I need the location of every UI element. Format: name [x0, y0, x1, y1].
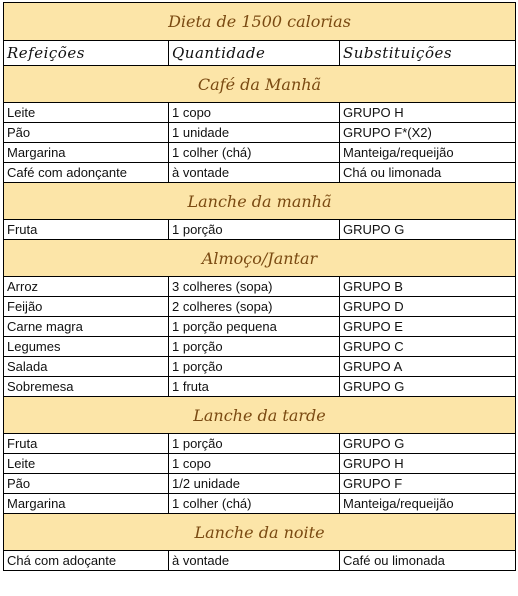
quantity-cell: 3 colheres (sopa): [169, 277, 340, 297]
meal-cell: Arroz: [4, 277, 169, 297]
quantity-cell: 1 colher (chá): [169, 143, 340, 163]
table-row: [4, 357, 516, 377]
meal-cell: Margarina: [4, 143, 169, 163]
meal-cell: Fruta: [4, 220, 169, 240]
section-row: [4, 240, 516, 277]
quantity-cell: 1 porção: [169, 357, 340, 377]
section-title: Lanche da noite: [4, 514, 516, 551]
section-row: [4, 397, 516, 434]
substitution-cell: GRUPO G: [340, 377, 516, 397]
meal-cell: Café com adonçante: [4, 163, 169, 183]
substitution-cell: GRUPO D: [340, 297, 516, 317]
header-substituicoes: Substituições: [340, 41, 516, 66]
meal-cell: Pão: [4, 123, 169, 143]
meal-cell: Salada: [4, 357, 169, 377]
table-row: [4, 143, 516, 163]
table-row: [4, 454, 516, 474]
section-row: [4, 514, 516, 551]
meal-cell: Fruta: [4, 434, 169, 454]
table-row: [4, 317, 516, 337]
table-row: [4, 474, 516, 494]
table-row: [4, 377, 516, 397]
quantity-cell: 1 unidade: [169, 123, 340, 143]
table-row: [4, 434, 516, 454]
table-row: [4, 123, 516, 143]
meal-cell: Legumes: [4, 337, 169, 357]
title-row: [4, 3, 516, 41]
table-row: [4, 277, 516, 297]
diet-table-body: [4, 3, 516, 571]
meal-cell: Feijão: [4, 297, 169, 317]
table-row: [4, 337, 516, 357]
quantity-cell: 1 porção: [169, 337, 340, 357]
table-row: [4, 163, 516, 183]
quantity-cell: 1 copo: [169, 454, 340, 474]
header-quantidade: Quantidade: [169, 41, 340, 66]
quantity-cell: 1 colher (chá): [169, 494, 340, 514]
substitution-cell: GRUPO C: [340, 337, 516, 357]
meal-cell: Leite: [4, 103, 169, 123]
substitution-cell: GRUPO G: [340, 434, 516, 454]
quantity-cell: 1 porção: [169, 434, 340, 454]
substitution-cell: GRUPO B: [340, 277, 516, 297]
substitution-cell: GRUPO A: [340, 357, 516, 377]
substitution-cell: Chá ou limonada: [340, 163, 516, 183]
quantity-cell: à vontade: [169, 163, 340, 183]
section-title: Lanche da manhã: [4, 183, 516, 220]
quantity-cell: 1 fruta: [169, 377, 340, 397]
substitution-cell: GRUPO F: [340, 474, 516, 494]
table-row: [4, 494, 516, 514]
table-row: [4, 551, 516, 571]
substitution-cell: GRUPO G: [340, 220, 516, 240]
section-title: Lanche da tarde: [4, 397, 516, 434]
table-title: Dieta de 1500 calorias: [4, 3, 516, 41]
meal-cell: Leite: [4, 454, 169, 474]
quantity-cell: 1 porção: [169, 220, 340, 240]
section-title: Café da Manhã: [4, 66, 516, 103]
diet-table: [3, 2, 516, 571]
quantity-cell: 1/2 unidade: [169, 474, 340, 494]
substitution-cell: GRUPO H: [340, 454, 516, 474]
table-row: [4, 220, 516, 240]
meal-cell: Sobremesa: [4, 377, 169, 397]
section-row: [4, 183, 516, 220]
substitution-cell: Café ou limonada: [340, 551, 516, 571]
quantity-cell: 2 colheres (sopa): [169, 297, 340, 317]
section-title: Almoço/Jantar: [4, 240, 516, 277]
meal-cell: Carne magra: [4, 317, 169, 337]
substitution-cell: Manteiga/requeijão: [340, 494, 516, 514]
substitution-cell: GRUPO F*(X2): [340, 123, 516, 143]
quantity-cell: 1 copo: [169, 103, 340, 123]
substitution-cell: GRUPO E: [340, 317, 516, 337]
meal-cell: Chá com adoçante: [4, 551, 169, 571]
header-refeicoes: Refeições: [4, 41, 169, 66]
substitution-cell: GRUPO H: [340, 103, 516, 123]
table-row: [4, 297, 516, 317]
table-row: [4, 103, 516, 123]
meal-cell: Margarina: [4, 494, 169, 514]
meal-cell: Pão: [4, 474, 169, 494]
header-row: [4, 41, 516, 66]
quantity-cell: 1 porção pequena: [169, 317, 340, 337]
quantity-cell: à vontade: [169, 551, 340, 571]
section-row: [4, 66, 516, 103]
substitution-cell: Manteiga/requeijão: [340, 143, 516, 163]
